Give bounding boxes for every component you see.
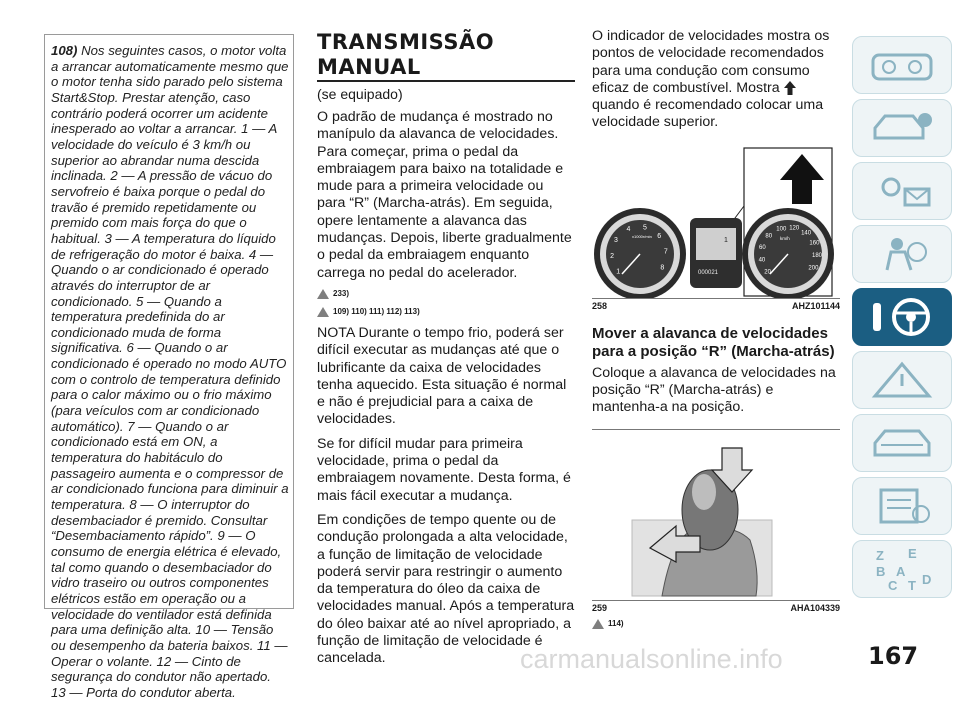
emergency-triangle-icon <box>867 360 937 400</box>
warning-triangle-icon <box>317 307 329 317</box>
tach-label: 5 <box>643 224 647 232</box>
tach-label: 8 <box>660 264 665 272</box>
odometer: 000021 <box>698 269 719 276</box>
index-letter: A <box>896 564 906 579</box>
gear-lever-illustration <box>592 430 840 600</box>
tach-label: 4 <box>626 225 631 233</box>
airbag-person-icon <box>867 234 937 274</box>
figure-259-shifter <box>592 429 840 601</box>
index-letter: E <box>908 546 917 561</box>
paragraph-shift-pattern: O padrão de mudança é mostrado no manípulo da alavanca de velocidades. Para começar, prima o pedal da embraiagem para baixo na totalidade e mude para a primeira velocidade ou para “R” (Marcha-atrás). Em seguida, opere lentamente a alavanca das mudanças. Depois, liberte gradualmente o pedal da embraiagem enquanto carrega no pedal do acelerador. <box>317 109 572 281</box>
warning-ref-2 <box>317 307 575 317</box>
index-letter: B <box>876 564 886 579</box>
warning-ref-2-text: 109) 110) 111) 112) 113) <box>333 307 420 317</box>
section-subtitle: (se equipado) <box>317 86 403 102</box>
shift-indicator-section <box>592 28 840 637</box>
speed-label: 200 <box>808 265 819 272</box>
paragraph-shift-indicator <box>592 28 840 132</box>
technical-data-icon <box>867 486 937 526</box>
tab-emergency[interactable] <box>852 351 952 409</box>
tach-unit: x1000r/min <box>632 233 652 239</box>
tach-label: 6 <box>657 232 662 240</box>
chapter-tabs <box>852 36 956 603</box>
tab-driving[interactable] <box>852 288 952 346</box>
figure-258-code: AHZ101144 <box>791 300 840 311</box>
title-rule <box>317 80 575 82</box>
warning-ref-1 <box>317 289 575 299</box>
figure-259-number: 259 <box>592 602 608 613</box>
tab-lights[interactable] <box>852 162 952 220</box>
shift-up-arrow-icon <box>784 81 796 95</box>
section-title-line2: MANUAL <box>317 55 421 79</box>
tab-dashboard[interactable] <box>852 36 952 94</box>
speed-label: 80 <box>765 233 773 240</box>
warning-triangle-icon <box>592 619 604 629</box>
index-letter: C <box>888 578 898 593</box>
figure-259-caption <box>592 603 840 613</box>
paragraph-shift-indicator-b: quando é recomendado colocar uma velocidade superior. <box>592 97 824 131</box>
warning-ref-3-text: 114) <box>608 619 624 629</box>
index-letter: D <box>922 572 932 587</box>
speed-label: 60 <box>759 244 766 251</box>
tab-specs[interactable] <box>852 477 952 535</box>
speed-label: 140 <box>801 230 812 237</box>
warning-notes-box <box>44 34 294 700</box>
alphabetical-index-icon <box>862 544 942 594</box>
speed-label: 40 <box>758 257 766 264</box>
car-dashboard-icon <box>867 45 937 85</box>
tach-label: 2 <box>610 252 615 260</box>
tab-maintenance[interactable] <box>852 414 952 472</box>
paragraph-shift-indicator-a: O indicador de velocidades mostra os pontos de velocidade recomendados para uma condução com consumo eficaz de combustível. Mostra <box>592 28 830 96</box>
speed-label: 20 <box>764 269 771 276</box>
tab-index[interactable] <box>852 540 952 598</box>
note-text: Nos seguintes casos, o motor volta a arrancar automaticamente mesmo que o motor tenha sido parado pelo sistema Start&Stop. Prestar atenção, caso contrário poderá ocorrer um acidente inesperado ao voltar a arrancar. 1 — A velocidade do veículo é 3 km/h ou superior ao abrandar numa descida inclinada. 2 — A pressão de vácuo do servofreio é baixa porque o pedal do travão é premido repetidamente ou premido com mais força do que o habitual. 3 — A temperatura do líquido de refrigeração do motor é baixa. 4 — Quando o ar condicionado é operado através do interruptor de ar condicionado. 5 — Quando a temperatura predefinida do ar condicionado muda de forma significativa. 6 — Quando o ar condicionado é operado no modo AUTO com o controlo de temperatura definido para o calor máximo ou o frio máximo (para veículos com ar condicionado automático). 7 — Quando o ar condicionado está em ON, a temperatura do habitáculo do passageiro aumenta e o compressor de ar condicionado funciona para diminuir a temperatura. 8 — O interruptor do desembaciador é premido. Consultar “Desembaciamento rápido”. 9 — O consumo de energia elétrica é elevado, tal como quando o desembaciador do vidro traseiro ou outros componentes elétricos estão em operação ou a velocidade do ventilador está definida para uma definição alta. 10 — Tensão ou desempenho da bateria baixos. 11 — Operar o volante. 12 — Cinto de segurança do condutor não apertado. 13 — Porta do condutor aberta. <box>51 43 289 700</box>
paragraph-note: NOTA Durante o tempo frio, poderá ser difícil executar as mudanças até que o lubrificante da caixa de velocidades tenha aquecido. Esta situação é normal e não é prejudicial para a caixa de velocidades. <box>317 324 567 428</box>
page-number: 167 <box>868 642 919 670</box>
index-letter: T <box>908 578 916 593</box>
speed-label: 120 <box>789 225 800 232</box>
gear-indicator: 1 <box>724 236 728 244</box>
tach-label: 1 <box>616 268 621 276</box>
warning-triangle-icon <box>317 289 329 299</box>
figure-258-caption <box>592 301 840 311</box>
warning-ref-3 <box>592 619 840 629</box>
tab-car-info[interactable] <box>852 99 952 157</box>
paragraph-first-gear: Se for difícil mudar para primeira velocidade, prima o pedal da embraiagem novamente. Desta forma, é mais fácil executar a mudança. <box>317 435 571 504</box>
manual-transmission-section <box>317 28 575 675</box>
steering-wheel-key-icon <box>867 295 937 339</box>
index-letter: Z <box>876 548 884 563</box>
figure-258-cluster <box>592 146 840 299</box>
figure-259-code: AHA104339 <box>790 602 840 613</box>
tach-label: 7 <box>663 248 668 256</box>
warning-lights-icon <box>867 171 937 211</box>
warning-ref-1-text: 233) <box>333 289 350 299</box>
section-title-line1: TRANSMISSÃO <box>317 30 495 54</box>
speed-unit: km/h <box>780 235 790 241</box>
subsection-heading-reverse: Mover a alavanca de velocidades para a posição “R” (Marcha-atrás) <box>592 324 835 360</box>
speed-label: 100 <box>776 226 787 233</box>
tach-label: 3 <box>614 236 618 244</box>
figure-258-number: 258 <box>592 300 608 311</box>
tab-safety[interactable] <box>852 225 952 283</box>
note-number: 108) <box>51 43 78 58</box>
speed-label: 160 <box>809 240 820 247</box>
paragraph-reverse: Coloque a alavanca de velocidades na posição “R” (Marcha-atrás) e mantenha-a na posição. <box>592 364 836 416</box>
car-service-icon <box>867 423 937 463</box>
watermark: carmanualsonline.info <box>520 644 783 674</box>
car-info-icon <box>867 108 937 148</box>
paragraph-hot-weather: Em condições de tempo quente ou de condução prolongada a alta velocidade, a função de limitação de velocidade poderá servir para restringir o aumento da temperatura do óleo da caixa de velocidades manual. Após a temperatura do óleo baixar até ao nível apropriado, a função de limitação de velocidade é cancelada. <box>317 511 575 667</box>
speed-label: 180 <box>812 252 823 259</box>
instrument-cluster-illustration <box>592 146 840 298</box>
